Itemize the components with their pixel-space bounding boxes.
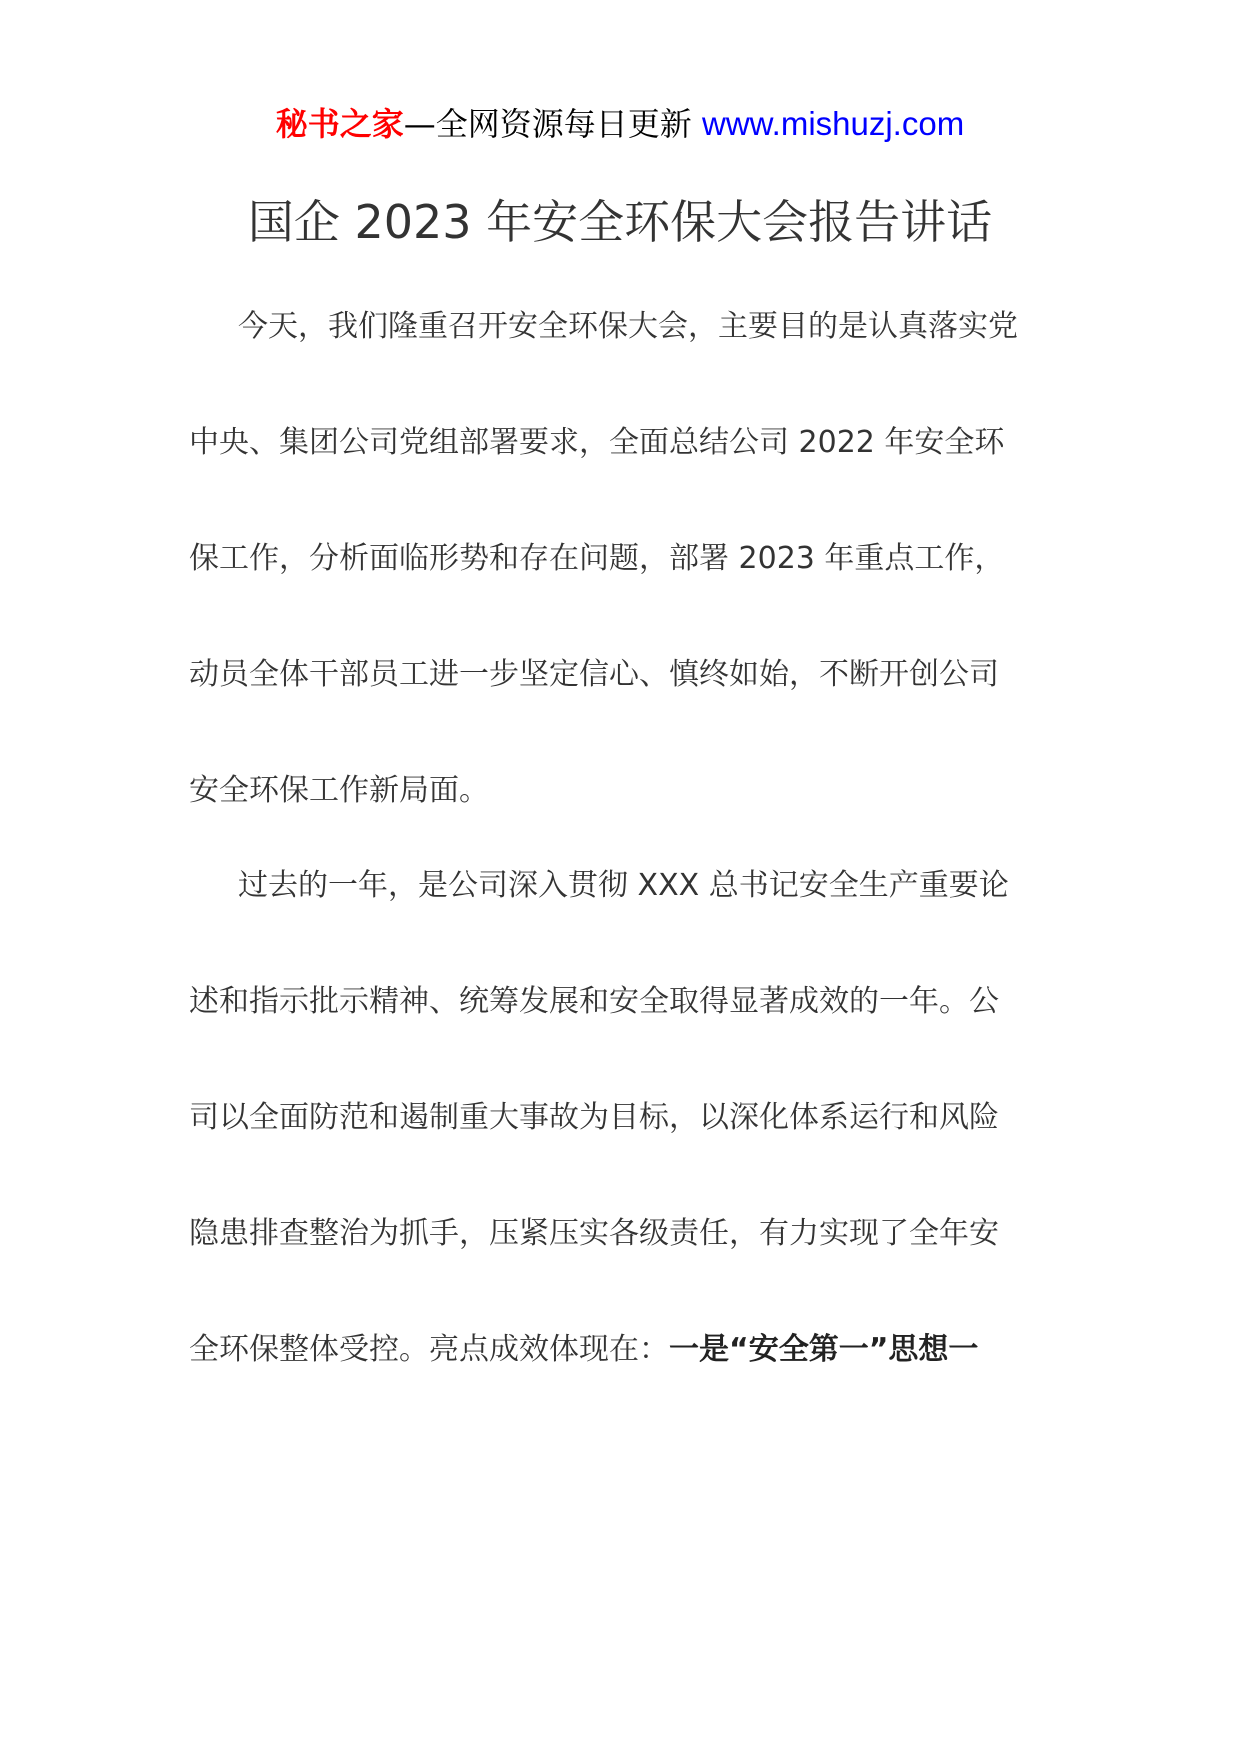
site-brand: 秘书之家 bbox=[275, 105, 404, 143]
paragraph-2-line-3: 司以全面防范和遏制重大事故为目标，以深化体系运行和风险 bbox=[189, 1100, 999, 1135]
paragraph-2-line-2: 述和指示批示精神、统筹发展和安全取得显著成效的一年。公 bbox=[189, 984, 999, 1019]
paragraph-2-line-5 bbox=[189, 1330, 978, 1370]
document-title: 国企 2023 年安全环保大会报告讲话 bbox=[247, 195, 993, 249]
paragraph-2-line-4: 隐患排查整治为抓手，压紧压实各级责任，有力实现了全年安 bbox=[189, 1216, 999, 1251]
paragraph-2-line-1: 过去的一年，是公司深入贯彻 XXX 总书记安全生产重要论 bbox=[238, 868, 1009, 903]
paragraph-2-emphasis: 一是“安全第一”思想一 bbox=[669, 1332, 979, 1367]
site-tagline: —全网资源每日更新 bbox=[403, 105, 692, 143]
site-url-link[interactable]: www.mishuzj.com bbox=[701, 105, 965, 142]
paragraph-2-line-5-text: 全环保整体受控。亮点成效体现在： bbox=[189, 1332, 669, 1367]
paragraph-1-line-1: 今天，我们隆重召开安全环保大会，主要目的是认真落实党 bbox=[238, 309, 1018, 344]
site-header bbox=[0, 102, 1240, 146]
paragraph-1-line-5: 安全环保工作新局面。 bbox=[189, 773, 489, 808]
paragraph-1-line-4: 动员全体干部员工进一步坚定信心、慎终如始，不断开创公司 bbox=[189, 657, 999, 692]
paragraph-1-line-2: 中央、集团公司党组部署要求，全面总结公司 2022 年安全环 bbox=[189, 425, 1005, 460]
paragraph-1-line-3: 保工作，分析面临形势和存在问题，部署 2023 年重点工作， bbox=[189, 541, 1005, 576]
